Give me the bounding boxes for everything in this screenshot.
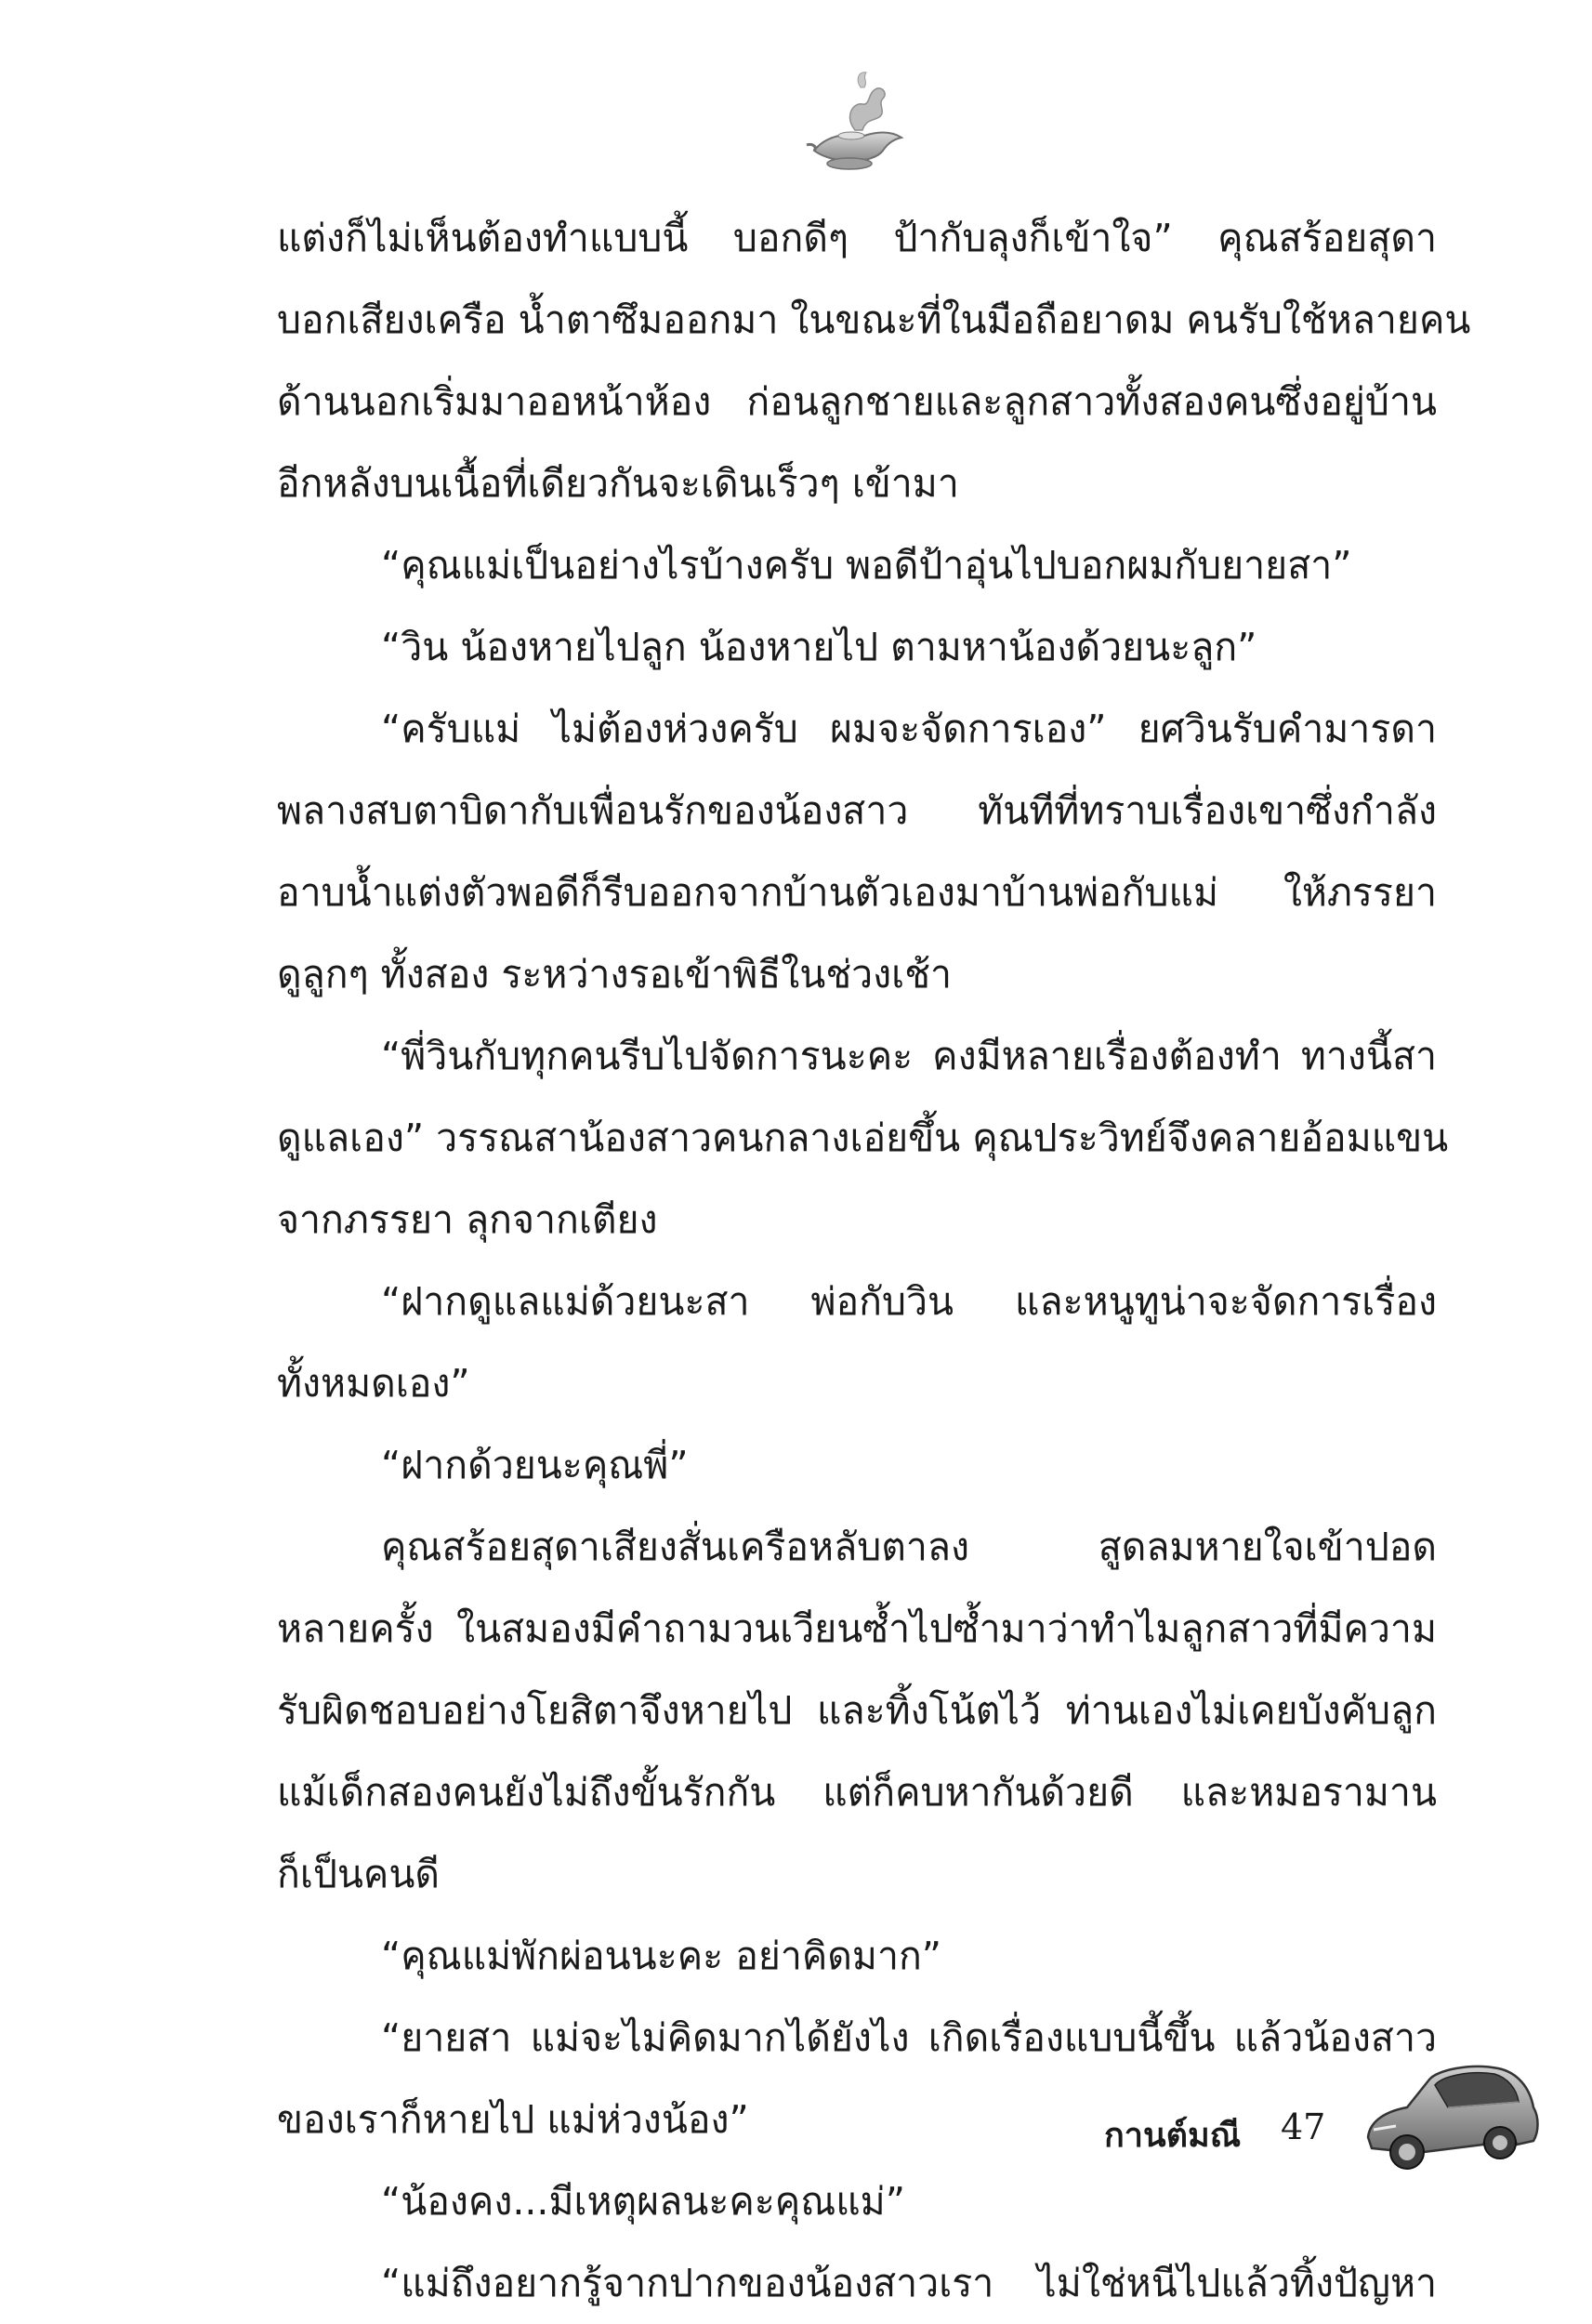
text-line: “ฝากดูแลแม่ด้วยนะสา พ่อกับวิน และหนูทูน่าจะจัดการเรื่อง — [381, 1279, 1437, 1324]
page-number: 47 — [1281, 2106, 1326, 2147]
text-line: หลายครั้ง ในสมองมีคำถามวนเวียนซ้ำไปซ้ำมาว่าทำไมลูกสาวที่มีความ — [277, 1606, 1437, 1651]
text-line: ก็เป็นคนดี — [277, 1852, 440, 1896]
text-line: ดูแลเอง” วรรณสาน้องสาวคนกลางเอ่ยขึ้น คุณประวิทย์จึงคลายอ้อมแขน — [277, 1116, 1449, 1160]
text-line: “ยายสา แม่จะไม่คิดมากได้ยังไง เกิดเรื่องแบบนี้ขึ้น แล้วน้องสาว — [381, 2015, 1437, 2060]
text-line: แต่งก็ไม่เห็นต้องทำแบบนี้ บอกดีๆ ป้ากับลุงก็เข้าใจ” คุณสร้อยสุดา — [277, 216, 1437, 260]
footer-author: กานต์มณี — [1104, 2117, 1242, 2155]
text-line: “ฝากด้วยนะคุณพี่” — [381, 1443, 689, 1487]
text-line: อาบน้ำแต่งตัวพอดีก็รีบออกจากบ้านตัวเองมาบ้านพ่อกับแม่ ให้ภรรยา — [277, 870, 1437, 915]
text-line: ทั้งหมดเอง” — [277, 1361, 470, 1406]
text-line: ของเราก็หายไป แม่ห่วงน้อง” — [277, 2097, 749, 2142]
text-line: อีกหลังบนเนื้อที่เดียวกันจะเดินเร็วๆ เข้ามา — [277, 461, 959, 506]
text-line: “แม่ถึงอยากรู้จากปากของน้องสาวเรา ไม่ใช่หนีไปแล้วทิ้งปัญหา — [381, 2261, 1437, 2305]
text-line: “พี่วินกับทุกคนรีบไปจัดการนะคะ คงมีหลายเรื่องต้องทำ ทางนี้สา — [381, 1034, 1437, 1078]
text-line: จากภรรยา ลุกจากเตียง — [277, 1197, 658, 1242]
text-line: บอกเสียงเครือ น้ำตาซึมออกมา ในขณะที่ในมือถือยาดม คนรับใช้หลายคน — [277, 297, 1471, 342]
car-icon — [1359, 2040, 1545, 2189]
text-line: แม้เด็กสองคนยังไม่ถึงขั้นรักกัน แต่ก็คบหากันด้วยดี และหมอรามาน — [277, 1770, 1437, 1815]
magic-lamp-icon — [797, 65, 918, 186]
text-line: “คุณแม่พักผ่อนนะคะ อย่าคิดมาก” — [381, 1934, 942, 1978]
text-line: ดูลูกๆ ทั้งสอง ระหว่างรอเข้าพิธีในช่วงเช้า — [277, 952, 953, 997]
text-line: “ครับแม่ ไม่ต้องห่วงครับ ผมจะจัดการเอง” ยศวินรับคำมารดา — [381, 706, 1437, 751]
body-text — [277, 197, 1471, 2324]
text-line: “คุณแม่เป็นอย่างไรบ้างครับ พอดีป้าอุ่นไปบอกผมกับยายสา” — [381, 543, 1352, 588]
text-line: “วิน น้องหายไปลูก น้องหายไป ตามหาน้องด้วยนะลูก” — [381, 625, 1257, 669]
text-line: ด้านนอกเริ่มมาออหน้าห้อง ก่อนลูกชายและลูกสาวทั้งสองคนซึ่งอยู่บ้าน — [277, 379, 1437, 424]
text-line: คุณสร้อยสุดาเสียงสั่นเครือหลับตาลง สูดลมหายใจเข้าปอด — [381, 1525, 1437, 1569]
text-line: พลางสบตาบิดากับเพื่อนรักของน้องสาว ทันทีที่ทราบเรื่องเขาซึ่งกำลัง — [277, 788, 1437, 833]
text-line: “น้องคง...มีเหตุผลนะคะคุณแม่” — [381, 2179, 905, 2224]
text-line: รับผิดชอบอย่างโยสิตาจึงหายไป และทิ้งโน้ตไว้ ท่านเองไม่เคยบังคับลูก — [277, 1688, 1437, 1733]
